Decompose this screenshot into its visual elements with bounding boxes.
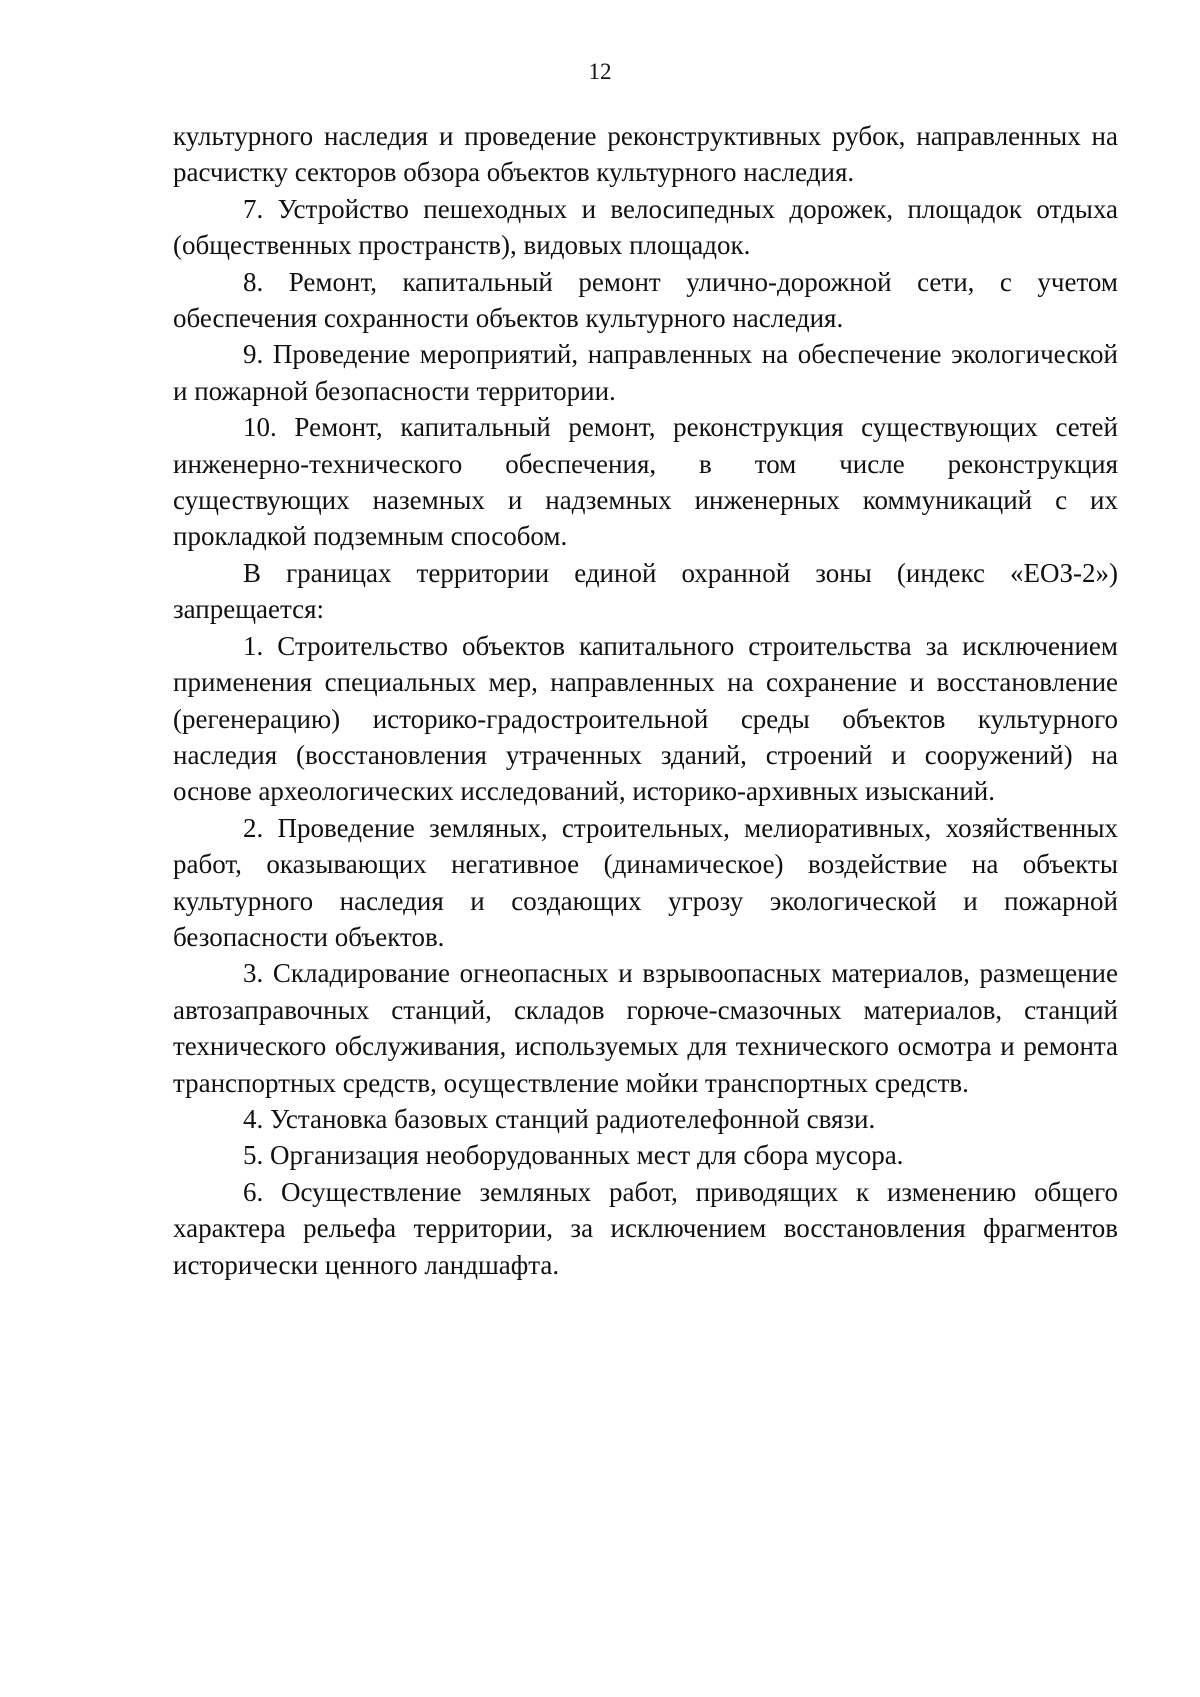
- paragraph-prohibition-5: 5. Организация необорудованных мест для сбора мусора.: [243, 1140, 904, 1171]
- paragraph-item-9: 9. Проведение мероприятий, направленных на обеспечение экологической и пожарной безопасности территории.: [173, 339, 1118, 406]
- paragraph-item-7: 7. Устройство пешеходных и велосипедных дорожек, площадок отдыха (общественных пространств), видовых площадок.: [173, 193, 1118, 261]
- paragraph-prohibition-1: 1. Строительство объектов капитального строительства за исключением применения специальных мер, направленных на сохранение и восстановление (регенерацию) историко-градостроительной среды объектов культурного наследия (восстановления утраченных зданий, строений и сооружений) на основе археологических исследований, историко-архивных изысканий.: [173, 630, 1118, 807]
- paragraph-prohibition-6: 6. Осуществление земляных работ, приводящих к изменению общего характера рельефа территории, за исключением восстановления фрагментов исторически ценного ландшафта.: [173, 1176, 1118, 1280]
- paragraph-prohibition-2: 2. Проведение земляных, строительных, мелиоративных, хозяйственных работ, оказывающих негативное (динамическое) воздействие на объекты культурного наследия и создающих угрозу экологической и пожарной безопасности объектов.: [173, 812, 1118, 952]
- paragraph-item-10: 10. Ремонт, капитальный ремонт, реконструкция существующих сетей инженерно-технического обеспечения, в том числе реконструкция существующих наземных и надземных инженерных коммуникаций с их прокладкой подземным способом.: [173, 412, 1118, 552]
- page-number: 12: [588, 59, 612, 84]
- paragraph-item-8: 8. Ремонт, капитальный ремонт улично-дорожной сети, с учетом обеспечения сохранности объектов культурного наследия.: [173, 266, 1118, 334]
- paragraph-prohibition-4: 4. Установка базовых станций радиотелефонной связи.: [243, 1103, 876, 1134]
- paragraph-prohibition-3: 3. Складирование огнеопасных и взрывоопасных материалов, размещение автозаправочных станций, складов горюче-смазочных материалов, станций технического обслуживания, используемых для технического осмотра и ремонта транспортных средств, осуществление мойки транспортных средств.: [173, 958, 1118, 1098]
- paragraph-prohibitions-intro: В границах территории единой охранной зоны (индекс «ЕОЗ-2») запрещается:: [173, 557, 1118, 625]
- document-body: [173, 118, 1118, 1283]
- paragraph-continuation: культурного наследия и проведение реконструктивных рубок, направленных на расчистку секторов обзора объектов культурного наследия.: [173, 121, 1118, 188]
